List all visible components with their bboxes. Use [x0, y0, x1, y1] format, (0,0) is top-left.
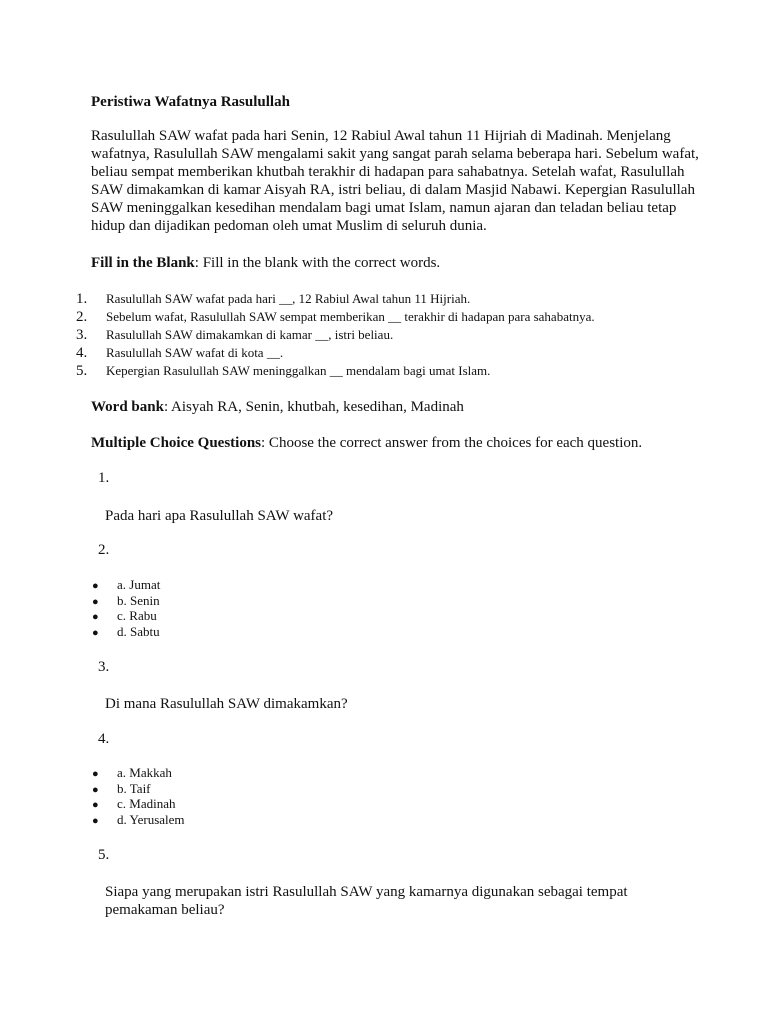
question-number-4: 4. [98, 731, 110, 747]
option-text: a. Makkah [117, 765, 172, 780]
option-item [92, 624, 160, 640]
bullet-icon: ● [92, 626, 99, 639]
options-list-1 [92, 577, 160, 639]
option-text: d. Yerusalem [117, 811, 185, 827]
bullet-icon: ● [92, 768, 99, 780]
fill-blank-text: Rasulullah SAW dimakamkan di kamar __, istri beliau. [106, 327, 394, 342]
fill-blank-number: 5. [76, 363, 88, 379]
question-text-1: Pada hari apa Rasulullah SAW wafat? [105, 508, 334, 524]
bullet-icon: ● [92, 783, 99, 796]
question-number-1: 1. [98, 470, 110, 486]
option-text: a. Jumat [117, 577, 161, 592]
fill-blank-item [76, 290, 595, 308]
option-text: b. Taif [117, 780, 151, 796]
fill-blank-number: 3. [76, 327, 88, 343]
multiple-choice-heading-line [91, 435, 642, 452]
fill-blank-number: 4. [76, 345, 88, 361]
document-title: Peristiwa Wafatnya Rasulullah [91, 94, 290, 110]
question-number-2: 2. [98, 542, 110, 558]
option-text: b. Senin [117, 592, 160, 608]
fill-blank-number: 1. [76, 291, 88, 307]
fill-blank-item [76, 326, 595, 344]
fill-blank-item [76, 308, 595, 326]
fill-blank-number: 2. [76, 309, 88, 325]
word-bank-line [91, 399, 464, 416]
bullet-icon: ● [92, 611, 99, 623]
question-number-3: 3. [98, 659, 110, 675]
fill-blank-heading-line [91, 255, 440, 272]
fill-blank-text: Rasulullah SAW wafat di kota __. [106, 345, 284, 360]
option-item [92, 577, 160, 593]
fill-blank-heading: Fill in the Blank [91, 255, 195, 271]
option-item [92, 593, 160, 609]
multiple-choice-instruction: : Choose the correct answer from the choices for each question. [261, 435, 643, 451]
fill-blank-instruction: : Fill in the blank with the correct words. [194, 255, 441, 271]
question-text-3: Siapa yang merupakan istri Rasulullah SAW yang kamarnya digunakan sebagai tempat pemakaman beliau? [105, 884, 628, 918]
fill-blank-text: Kepergian Rasulullah SAW meninggalkan __ mendalam bagi umat Islam. [106, 363, 491, 378]
fill-blank-text: Rasulullah SAW wafat pada hari __, 12 Rabiul Awal tahun 11 Hijriah. [106, 291, 471, 306]
bullet-icon: ● [92, 799, 99, 811]
option-item [92, 781, 185, 797]
option-item [92, 796, 185, 812]
option-item [92, 812, 185, 828]
option-text: c. Madinah [117, 796, 176, 811]
fill-blank-item [76, 362, 595, 380]
fill-blank-list [76, 290, 595, 380]
option-text: d. Sabtu [117, 623, 160, 639]
bullet-icon: ● [92, 580, 99, 592]
fill-blank-text: Sebelum wafat, Rasulullah SAW sempat memberikan __ terakhir di hadapan para sahabatnya. [106, 309, 595, 324]
fill-blank-item [76, 344, 595, 362]
options-list-2 [92, 765, 185, 827]
multiple-choice-heading: Multiple Choice Questions [91, 435, 262, 451]
intro-paragraph: Rasulullah SAW wafat pada hari Senin, 12 Rabiul Awal tahun 11 Hijriah di Madinah. Menjelang wafatnya, Rasulullah SAW mengalami sakit yang sangat parah selama beberapa hari. Sebelum wafat, beliau sempat memberikan khutbah terakhir di hadapan para sahabatnya. Setelah wafat, Rasulullah SAW dimakamkan di kamar Aisyah RA, istri beliau, di dalam Masjid Nabawi. Kepergian Rasulullah SAW meninggalkan kesedihan mendalam bagi umat Islam, namun ajaran dan teladan beliau tetap hidup dan dijadikan pedoman oleh umat Muslim di seluruh dunia. [91, 128, 699, 234]
option-text: c. Rabu [117, 608, 157, 623]
bullet-icon: ● [92, 814, 99, 827]
question-number-5: 5. [98, 847, 110, 863]
bullet-icon: ● [92, 595, 99, 608]
question-text-2: Di mana Rasulullah SAW dimakamkan? [105, 696, 348, 712]
option-item [92, 608, 160, 624]
word-bank-heading: Word bank [91, 399, 164, 415]
option-item [92, 765, 185, 781]
word-bank-words: : Aisyah RA, Senin, khutbah, kesedihan, Madinah [163, 399, 464, 415]
